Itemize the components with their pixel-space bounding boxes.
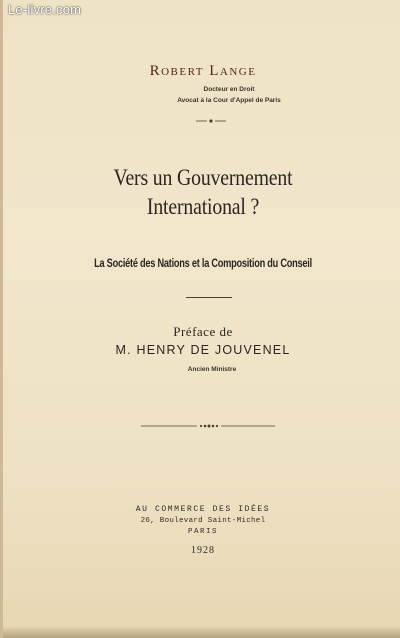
book-title bbox=[31, 163, 375, 221]
title-line: International ? bbox=[146, 194, 260, 219]
publisher-name: AU COMMERCE DES IDÉES bbox=[135, 505, 271, 514]
large-ornament bbox=[141, 422, 275, 430]
publisher-city: PARIS bbox=[187, 528, 218, 536]
small-ornament bbox=[196, 118, 226, 124]
divider-rule bbox=[186, 297, 232, 298]
author-name: Robert Lange bbox=[149, 63, 257, 79]
title-line: Vers un Gouvernement bbox=[113, 165, 293, 190]
preface-author-role: Ancien Ministre bbox=[187, 366, 237, 373]
preface-author: M. HENRY DE JOUVENEL bbox=[115, 343, 291, 357]
publication-year: 1928 bbox=[191, 545, 215, 556]
credential-line: Docteur en Droit bbox=[203, 86, 255, 93]
preface-label: Préface de bbox=[173, 324, 233, 339]
credential-line: Avocat à la Cour d'Appel de Paris bbox=[177, 97, 281, 104]
publisher-address: 26, Boulevard Saint-Michel bbox=[140, 517, 266, 525]
author-credentials bbox=[149, 84, 309, 106]
book-subtitle: La Société des Nations et la Composition du Conseil bbox=[94, 258, 312, 270]
watermark: Le-livre.com bbox=[8, 2, 82, 17]
